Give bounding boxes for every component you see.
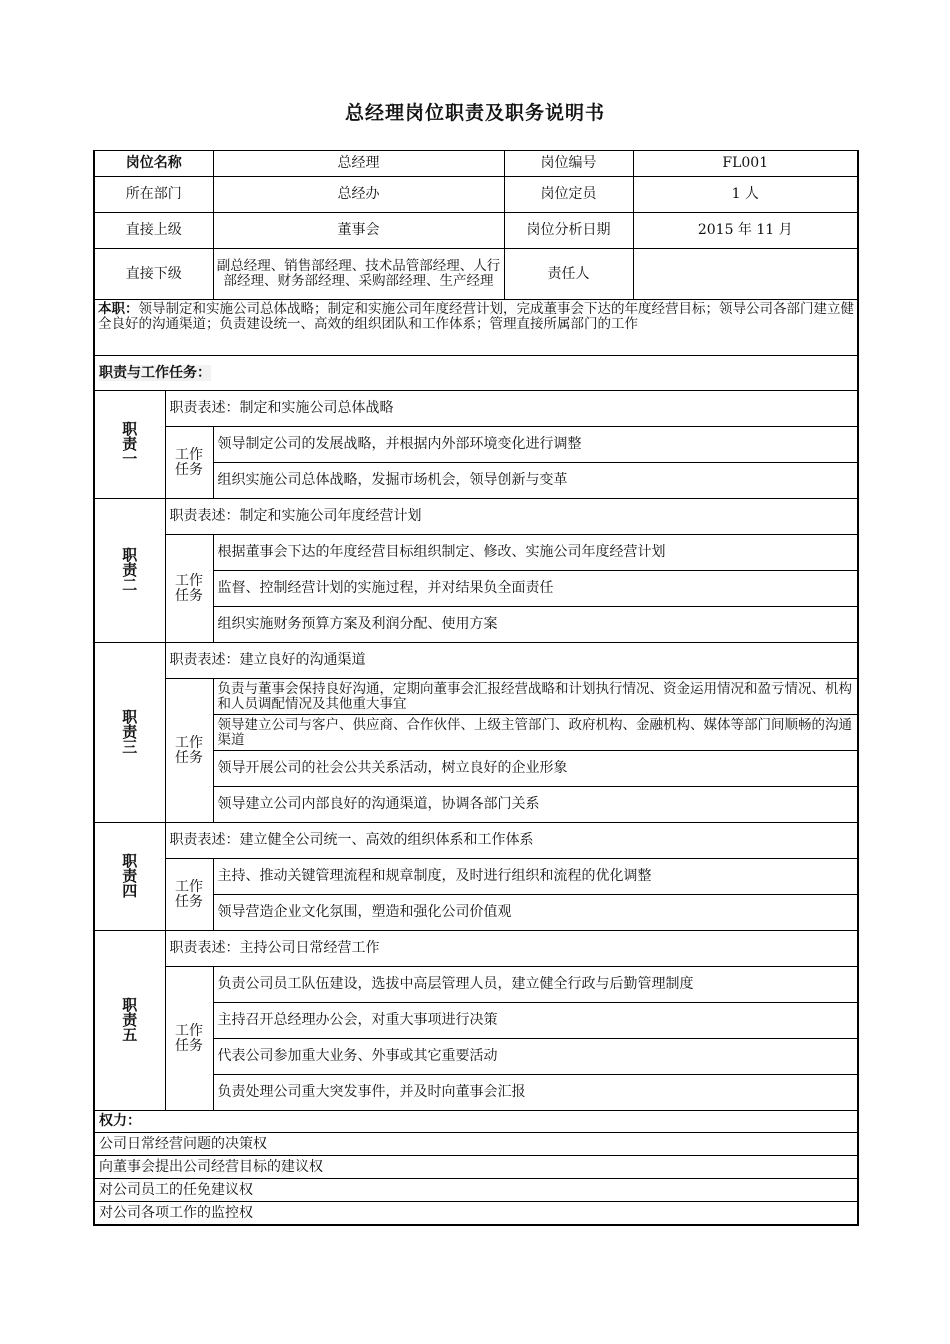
duty-3-description: 职责表述：建立良好的沟通渠道 (165, 643, 858, 679)
duty-4-task-label: 工作任务 (165, 859, 213, 931)
duty-1-task-2: 组织实施公司总体战略，发掘市场机会，领导创新与变革 (213, 463, 858, 499)
superior-label: 直接上级 (94, 213, 213, 249)
duty-5-task-3: 代表公司参加重大业务、外事或其它重要活动 (213, 1039, 858, 1075)
duty-2-task-3: 组织实施财务预算方案及利润分配、使用方案 (213, 607, 858, 643)
page-title: 总经理岗位职责及职务说明书 (344, 102, 605, 124)
duty-4-task-2: 领导营造企业文化氛围，塑造和强化公司价值观 (213, 895, 858, 931)
duty-2-task-2: 监督、控制经营计划的实施过程，并对结果负全面责任 (213, 571, 858, 607)
responsible-value (633, 249, 858, 300)
duty-5-description: 职责表述：主持公司日常经营工作 (165, 931, 858, 967)
duty-3-task-4: 领导建立公司内部良好的沟通渠道，协调各部门关系 (213, 787, 858, 823)
duty-5-label: 职责五 (94, 931, 165, 1111)
department-label: 所在部门 (94, 177, 213, 213)
job-summary-text: 领导制定和实施公司总体战略；制定和实施公司年度经营计划，完成董事会下达的年度经营目标；领导公司各部门建立健全良好的沟通渠道；负责建设统一、高效的组织团队和工作体系；管理直接所属部门的工作 (98, 301, 854, 332)
headcount-value: 1 人 (633, 177, 858, 213)
duty-3-task-3: 领导开展公司的社会公共关系活动，树立良好的企业形象 (213, 751, 858, 787)
duty-5-task-2: 主持召开总经理办公会，对重大事项进行决策 (213, 1003, 858, 1039)
power-item-4: 对公司各项工作的监控权 (94, 1202, 858, 1226)
subordinates-label: 直接下级 (94, 249, 213, 300)
duty-1-task-1: 领导制定公司的发展战略，并根据内外部环境变化进行调整 (213, 427, 858, 463)
duty-1-label: 职责一 (94, 391, 165, 499)
responsible-label: 责任人 (504, 249, 633, 300)
duty-3-task-label: 工作任务 (165, 679, 213, 823)
department-value: 总经办 (213, 177, 504, 213)
duty-5-task-label: 工作任务 (165, 967, 213, 1111)
power-item-3: 对公司员工的任免建议权 (94, 1179, 858, 1202)
powers-header: 权力： (94, 1111, 858, 1133)
power-item-2: 向董事会提出公司经营目标的建议权 (94, 1156, 858, 1179)
position-code-label: 岗位编号 (504, 151, 633, 177)
duty-4-description: 职责表述：建立健全公司统一、高效的组织体系和工作体系 (165, 823, 858, 859)
duty-3-label: 职责三 (94, 643, 165, 823)
duty-1-task-label: 工作任务 (165, 427, 213, 499)
position-name-value: 总经理 (213, 151, 504, 177)
job-description-table (93, 150, 859, 1226)
analysis-date-value: 2015 年 11 月 (633, 213, 858, 249)
duty-2-label: 职责二 (94, 499, 165, 643)
job-summary (94, 300, 858, 356)
duty-1-description: 职责表述：制定和实施公司总体战略 (165, 391, 858, 427)
analysis-date-label: 岗位分析日期 (504, 213, 633, 249)
duty-3-task-1: 负责与董事会保持良好沟通，定期向董事会汇报经营战略和计划执行情况、资金运用情况和盈亏情况、机构和人员调配情况及其他重大事宜 (213, 679, 858, 715)
power-item-1: 公司日常经营问题的决策权 (94, 1133, 858, 1156)
duty-2-description: 职责表述：制定和实施公司年度经营计划 (165, 499, 858, 535)
job-summary-label: 本职： (98, 301, 139, 317)
position-code-value: FL001 (633, 151, 858, 177)
duty-3-task-2: 领导建立公司与客户、供应商、合作伙伴、上级主管部门、政府机构、金融机构、媒体等部门间顺畅的沟通渠道 (213, 715, 858, 751)
duty-5-task-4: 负责处理公司重大突发事件，并及时向董事会汇报 (213, 1075, 858, 1111)
position-name-label: 岗位名称 (94, 151, 213, 177)
duties-header (94, 356, 858, 391)
headcount-label: 岗位定员 (504, 177, 633, 213)
duty-5-task-1: 负责公司员工队伍建设，选拔中高层管理人员，建立健全行政与后勤管理制度 (213, 967, 858, 1003)
superior-value: 董事会 (213, 213, 504, 249)
duties-header-label: 职责与工作任务： (99, 364, 211, 381)
duty-4-label: 职责四 (94, 823, 165, 931)
duty-2-task-label: 工作任务 (165, 535, 213, 643)
duty-2-task-1: 根据董事会下达的年度经营目标组织制定、修改、实施公司年度经营计划 (213, 535, 858, 571)
subordinates-value: 副总经理、销售部经理、技术品管部经理、人行部经理、财务部经理、采购部经理、生产经理 (213, 249, 504, 300)
duty-4-task-1: 主持、推动关键管理流程和规章制度，及时进行组织和流程的优化调整 (213, 859, 858, 895)
